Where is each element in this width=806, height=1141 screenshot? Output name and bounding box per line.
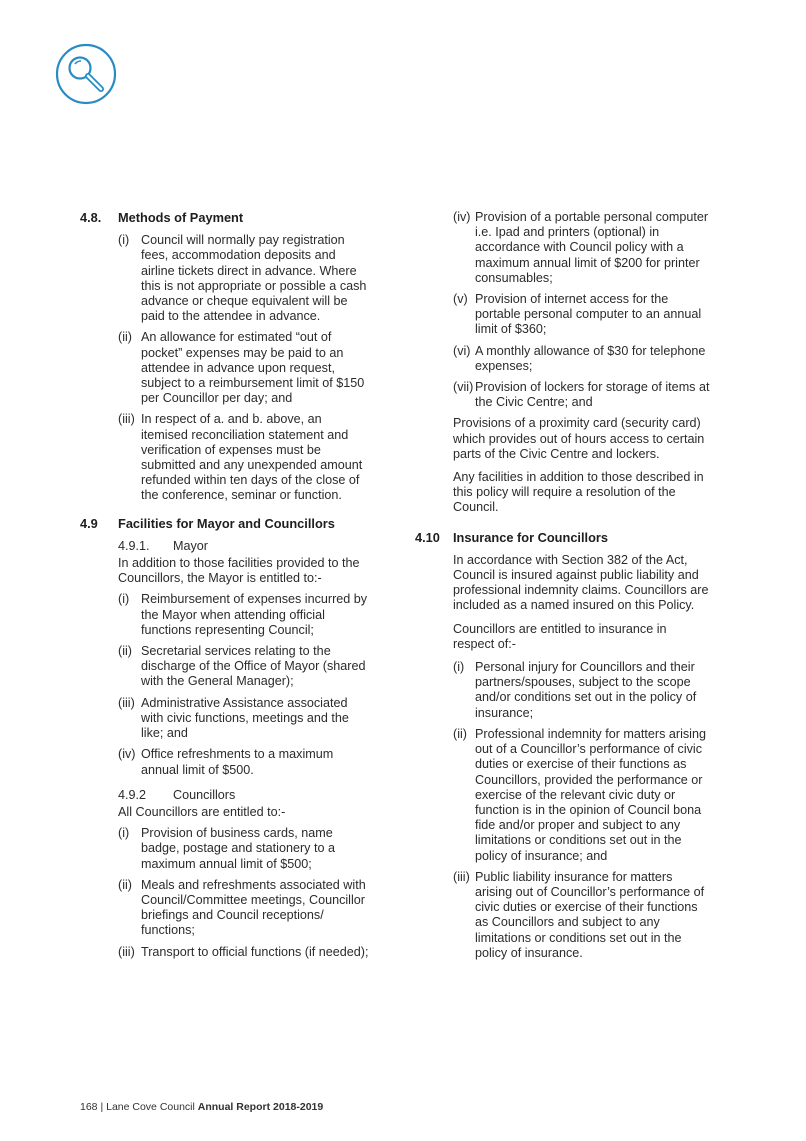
list-text: Meals and refreshments associated with Council/Committee meetings, Councillor briefings and Council receptions/ functions; <box>141 877 366 938</box>
list-text: Provision of lockers for storage of items at the Civic Centre; and <box>475 380 710 410</box>
list-item <box>118 878 370 939</box>
list-item <box>118 330 370 406</box>
councillor-facilities-list-continued <box>415 210 711 410</box>
list-marker: (ii) <box>118 330 132 345</box>
section-title: Facilities for Mayor and Councillors <box>118 515 335 531</box>
subsection-heading-mayor <box>118 539 370 554</box>
list-marker: (iii) <box>118 944 135 959</box>
list-text: Council will normally pay registration fees, accommodation deposits and airline tickets direct in advance. Where this is not appropriate or possible a cash advance or cheque equivalent will be paid to the attendee in advance. <box>141 233 367 324</box>
section-number: 4.10 <box>415 529 440 545</box>
list-marker: (vi) <box>453 343 471 358</box>
list-text: An allowance for estimated “out of pocket” expenses may be paid to an attendee in advance upon request, subject to a reimbursement limit of $150 per Councillor per day; and <box>141 330 365 406</box>
section-number: 4.8. <box>80 210 102 225</box>
insurance-entitlement-intro: Councillors are entitled to insurance in respect of:- <box>453 621 667 651</box>
councillor-facilities-list <box>118 826 370 960</box>
section-title: Methods of Payment <box>118 210 244 225</box>
list-text: Administrative Assistance associated with civic functions, meetings and the like; and <box>141 695 349 741</box>
footer-org: Lane Cove Council <box>106 1101 195 1113</box>
list-marker: (ii) <box>118 877 132 892</box>
section-number: 4.9 <box>80 515 98 531</box>
payment-methods-list <box>118 233 370 503</box>
footer-separator: | <box>100 1101 104 1113</box>
list-marker: (vii) <box>453 380 474 395</box>
proximity-card-paragraph: Provisions of a proximity card (security card) which provides out of hours access to certain parts of the Civic Centre and lockers. <box>453 416 705 461</box>
list-item <box>118 592 370 638</box>
list-text: In respect of a. and b. above, an itemised reconciliation statement and verification of expenses must be submitted and any unexpended amount refunded within ten days of the close of the conference, seminar or function. <box>141 412 363 503</box>
list-text: Public liability insurance for matters arising out of Councillor’s performance of civic duties or exercise of their functions as Councillors and subject to any limitations or conditions set out in the policy of insurance. <box>475 869 705 960</box>
list-marker: (i) <box>118 233 130 248</box>
list-marker: (ii) <box>453 726 467 741</box>
subsection-title: Councillors <box>173 787 236 802</box>
insurance-list <box>415 660 711 961</box>
page-footer <box>80 1101 323 1113</box>
list-text: Transport to official functions (if needed); <box>141 944 369 959</box>
subsection-number: 4.9.1. <box>118 538 150 553</box>
subsection-title: Mayor <box>173 538 208 553</box>
councillors-intro: All Councillors are entitled to:- <box>118 804 286 819</box>
right-column <box>415 210 711 967</box>
list-item <box>453 210 711 286</box>
list-marker: (iii) <box>118 695 135 710</box>
list-text: A monthly allowance of $30 for telephone expenses; <box>475 343 706 373</box>
list-item <box>118 826 370 872</box>
list-item <box>118 747 370 777</box>
additional-facilities-paragraph: Any facilities in addition to those described in this policy will require a resolution of the Council. <box>453 470 704 515</box>
list-text: Reimbursement of expenses incurred by the Mayor when attending official functions representing Council; <box>141 592 368 637</box>
list-marker: (iv) <box>453 210 471 224</box>
section-heading-4-8 <box>80 210 370 225</box>
list-item <box>453 292 711 338</box>
page-number: 168 <box>80 1101 98 1113</box>
mayor-intro: In addition to those facilities provided to the Councillors, the Mayor is entitled to:- <box>118 556 360 586</box>
section-heading-4-9 <box>80 516 370 531</box>
list-text: Provision of business cards, name badge, postage and stationery to a maximum annual limit of $500; <box>141 826 335 871</box>
mayor-facilities-list <box>118 592 370 777</box>
list-item <box>453 660 711 721</box>
list-item <box>453 870 711 961</box>
subsection-number: 4.9.2 <box>118 787 147 802</box>
list-text: Provision of a portable personal computer i.e. Ipad and printers (optional) in accordance with Council policy with a maximum annual limit of $200 for printer consumables; <box>475 210 709 285</box>
list-item <box>453 380 711 410</box>
footer-report-title: Annual Report 2018-2019 <box>197 1101 324 1113</box>
list-item <box>453 727 711 864</box>
subsection-heading-councillors <box>118 788 370 803</box>
list-text: Secretarial services relating to the discharge of the Office of Mayor (shared with the General Manager); <box>141 644 366 689</box>
list-item <box>118 945 370 960</box>
list-item <box>118 412 370 503</box>
list-text: Personal injury for Councillors and their partners/spouses, subject to the scope and/or conditions set out in the policy of insurance; <box>475 660 697 720</box>
left-column <box>80 210 370 966</box>
list-marker: (iv) <box>118 747 136 762</box>
list-text: Provision of internet access for the portable personal computer to an annual limit of $360; <box>475 292 702 337</box>
list-marker: (ii) <box>118 644 132 659</box>
list-marker: (v) <box>453 292 468 307</box>
list-text: Professional indemnity for matters arising out of a Councillor’s performance of civic duties or exercise of their functions as Councillors, provided the performance or exercise of the relevant civic duty or function is in the opinion of Council bona fide and/or proper and subject to any limitations or conditions set out in the policy of insurance; and <box>475 726 706 863</box>
magnifier-logo <box>55 43 117 105</box>
magnifier-icon <box>55 43 117 105</box>
list-item <box>118 233 370 324</box>
section-heading-4-10 <box>415 530 711 545</box>
list-item <box>118 696 370 742</box>
list-item <box>453 344 711 374</box>
list-marker: (iii) <box>453 869 470 884</box>
list-marker: (i) <box>118 592 130 607</box>
list-text: Office refreshments to a maximum annual limit of $500. <box>141 747 334 777</box>
list-item <box>118 644 370 690</box>
list-marker: (iii) <box>118 412 135 427</box>
insurance-paragraph: In accordance with Section 382 of the Act, Council is insured against public liability and professional indemnity claims. Councillors are included as a named insured on this Policy. <box>453 552 709 613</box>
section-title: Insurance for Councillors <box>453 529 609 545</box>
list-marker: (i) <box>118 826 130 841</box>
list-marker: (i) <box>453 660 465 675</box>
